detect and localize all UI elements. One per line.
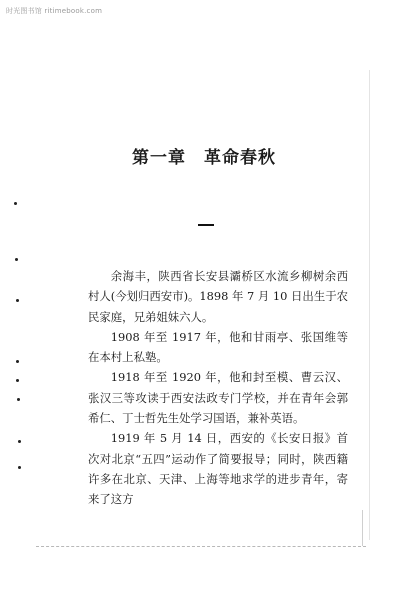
page-edge (369, 70, 370, 540)
paragraph: 1918 年至 1920 年，他和封至模、曹云汉、张汉三等攻读于西安法政专门学校，并在青年会郭希仁、丁士哲先生处学习国语，兼补英语。 (88, 370, 348, 426)
body-text (88, 266, 348, 510)
margin-mark (16, 299, 19, 302)
chapter-title: 第一章 革命春秋 (132, 148, 276, 168)
margin-mark (15, 258, 18, 261)
paragraph: 1919 年 5 月 14 日，西安的《长安日报》首次对北京“五四”运动作了简要报导；同时，陕西籍许多在北京、天津、上海等地求学的进步青年，寄来了这方 (88, 431, 348, 507)
section-number-one (198, 224, 214, 226)
margin-mark (16, 379, 19, 382)
margin-mark (16, 360, 19, 363)
margin-mark (18, 466, 21, 469)
margin-mark (14, 202, 17, 205)
margin-mark (18, 440, 21, 443)
paragraph: 1908 年至 1917 年，他和甘雨亭、张国维等在本村上私塾。 (88, 329, 348, 365)
page-bottom-rule (36, 546, 366, 547)
watermark: 时光图书馆 ritimebook.com (6, 7, 103, 15)
paragraph: 余海丰，陕西省长安县灞桥区水流乡柳树余西村人(今划归西安市)。1898 年 7 月 10 日出生于农民家庭，兄弟姐妹六人。 (88, 269, 348, 324)
margin-mark (17, 398, 20, 401)
scan-artifact-line (362, 510, 363, 546)
